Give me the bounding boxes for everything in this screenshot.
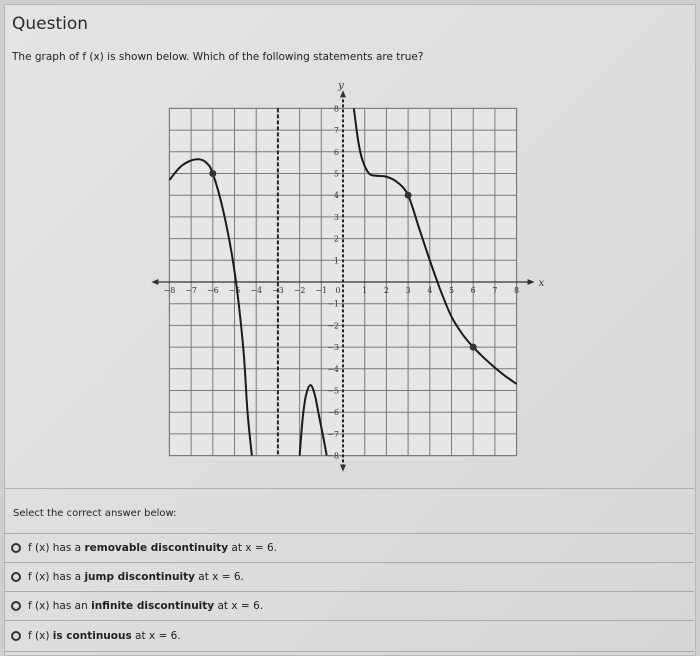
y-tick-label: 4: [333, 191, 339, 201]
y-tick-label: −7: [327, 429, 339, 439]
x-tick-label: 5: [448, 286, 455, 295]
x-tick-label: −1: [315, 286, 328, 295]
y-tick-label: −6: [327, 408, 339, 418]
radio-icon[interactable]: [11, 572, 21, 582]
x-tick-label: 6: [470, 286, 476, 295]
option-jump[interactable]: [4, 562, 694, 591]
answer-section: [4, 488, 694, 533]
y-axis-down-arrow-icon: [340, 465, 346, 472]
y-tick-label: −1: [327, 299, 339, 309]
question-title: Question: [12, 14, 89, 34]
y-tick-label: 8: [333, 104, 339, 114]
option-text: f (x) has an infinite discontinuity at x = 6.: [28, 600, 264, 612]
y-tick-label: 1: [333, 256, 339, 266]
x-tick-label: 3: [405, 286, 411, 295]
y-tick-label: −5: [327, 386, 339, 396]
x-tick-label: 2: [383, 286, 389, 295]
y-tick-label: 6: [333, 147, 339, 157]
x-axis-right-arrow-icon: [528, 279, 535, 285]
marked-point: [470, 344, 477, 351]
radio-icon[interactable]: [11, 601, 21, 611]
radio-icon[interactable]: [11, 631, 21, 641]
x-tick-label: −8: [163, 286, 176, 295]
x-tick-label: −6: [206, 286, 219, 295]
x-tick-label: −3: [272, 286, 284, 295]
select-label: Select the correct answer below:: [13, 508, 177, 519]
y-tick-label: −3: [327, 343, 339, 353]
option-removable[interactable]: [4, 533, 694, 562]
x-tick-label: 0: [335, 286, 341, 295]
x-tick-label: −2: [293, 286, 306, 295]
x-tick-label: −5: [228, 286, 241, 295]
radio-icon[interactable]: [11, 543, 21, 553]
x-axis-left-arrow-icon: [151, 279, 158, 285]
option-text: f (x) has a jump discontinuity at x = 6.: [28, 571, 244, 583]
x-tick-label: −7: [185, 286, 197, 295]
y-tick-label: −8: [327, 451, 339, 461]
option-infinite[interactable]: [4, 591, 694, 620]
question-prompt: The graph of f (x) is shown below. Which of the following statements are true?: [12, 51, 424, 63]
option-text: f (x) is continuous at x = 6.: [28, 630, 181, 642]
y-tick-label: 5: [333, 169, 339, 179]
marked-point: [405, 192, 412, 199]
y-tick-label: 3: [333, 212, 339, 222]
y-tick-label: −2: [327, 321, 339, 331]
option-text: f (x) has a removable discontinuity at x = 6.: [28, 542, 277, 554]
option-continuous[interactable]: [4, 620, 694, 652]
y-tick-label: −4: [327, 364, 339, 374]
x-axis-label: x: [538, 278, 545, 289]
x-tick-label: 1: [362, 286, 368, 295]
y-tick-label: 2: [333, 234, 339, 244]
x-tick-label: 7: [492, 286, 498, 295]
x-tick-label: 4: [427, 286, 433, 295]
y-axis-up-arrow-icon: [340, 90, 346, 97]
y-tick-label: 7: [333, 126, 339, 136]
x-tick-label: −4: [250, 286, 263, 295]
y-axis-label: y: [338, 80, 344, 92]
marked-point: [209, 170, 216, 177]
x-tick-label: 8: [514, 286, 520, 295]
